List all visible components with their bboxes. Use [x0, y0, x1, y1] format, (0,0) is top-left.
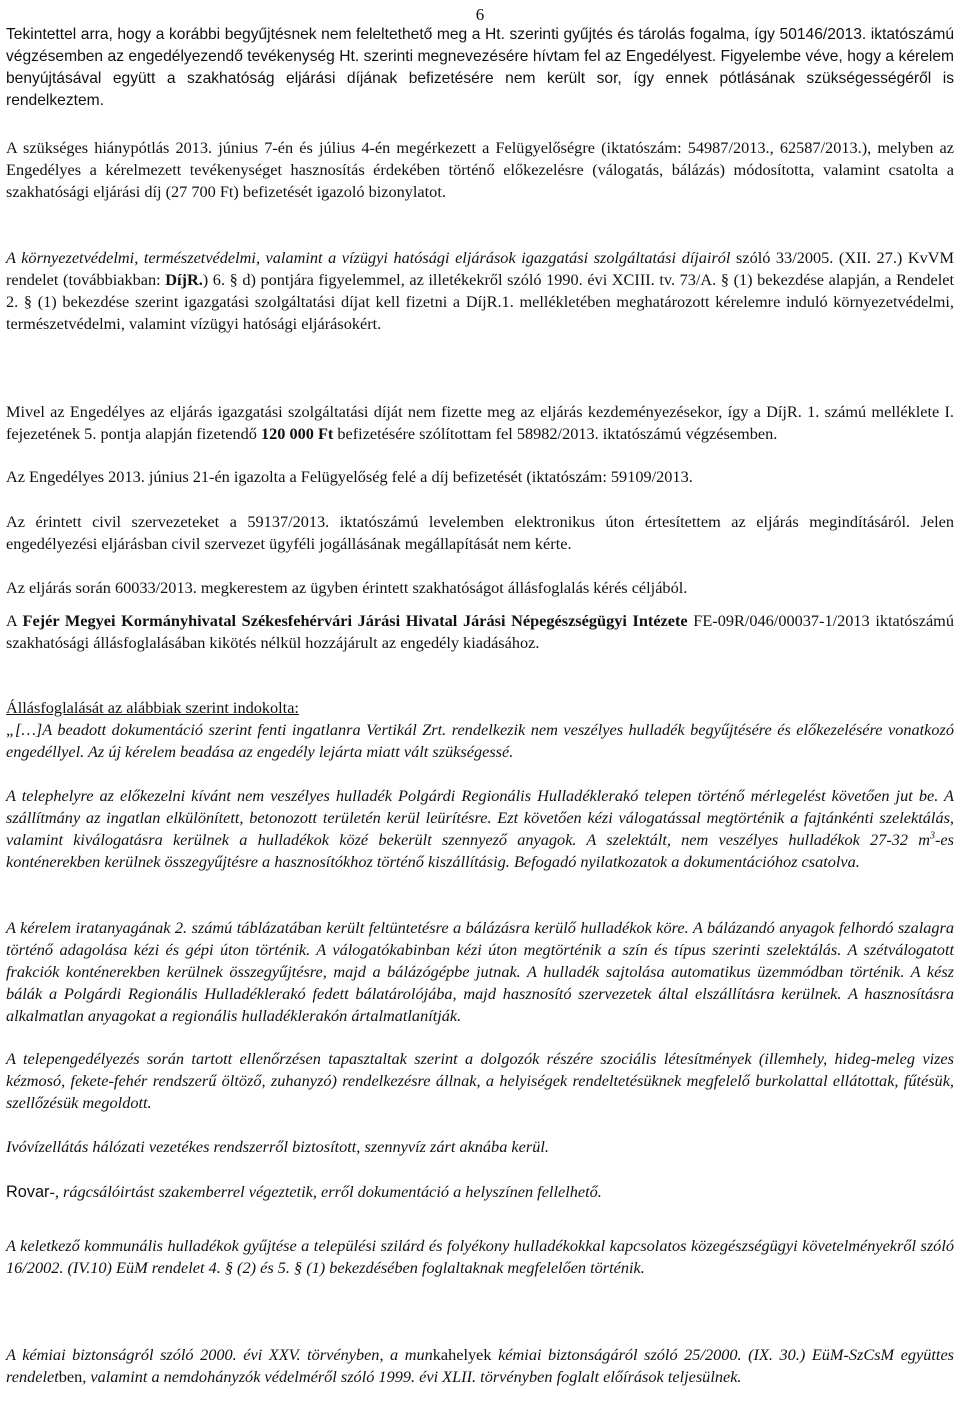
paragraph-dijrendelet [6, 247, 954, 335]
paragraph-indoklas-heading: Állásfoglalását az alábbiak szerint indokolta: [6, 698, 299, 717]
rendelet-suffix: ben [58, 1367, 83, 1386]
rendelet-title: A környezetvédelmi, természetvédelmi, valamint a vízügyi hatósági eljárások igazgatási szolgáltatási díjairól [6, 248, 731, 267]
dijr-abbrev: DíjR. [165, 270, 203, 289]
quote-szocialis: A telepengedélyezés során tartott ellenőrzésen tapasztaltak szerint a dolgozók részére szociális létesítmények (illemhely, hideg-meleg vizes kézmosó, fekete-fehér rendszerű öltöző, zuhanyzó) rendelkezésre állnak, a helyiségek rendeltetésüknek megfelelő burkolattal ellátottak, fűtésük, szellőzésük megoldott. [6, 1049, 954, 1112]
munkahelyek-word: kahelyek [432, 1345, 492, 1364]
rovarirtas-text: -, rágcsálóirtást szakemberrel végeztetik, erről dokumentáció a helyszínen fellelhető. [49, 1182, 602, 1201]
kemiai-text-mid: kémiai biztonságáról szóló 25/2000. (IX. 30.) EüM-SzCsM együttes rendelet [6, 1345, 955, 1386]
paragraph-civil: Az érintett civil szervezeteket a 59137/2013. iktatószámú levelemben elektronikus úton értesítettem az eljárás megindításáról. Jelen engedélyezési eljárásban civil szervezet ügyféli jogállásának megállapítását nem kérte. [6, 512, 954, 553]
paragraph-befizetes: Az Engedélyes 2013. június 21-én igazolta a Felügyelőség felé a díj befizetését (iktatószám: 59109/2013. [6, 467, 693, 486]
paragraph-fizetes [6, 401, 954, 445]
quote-kemiai [6, 1344, 954, 1388]
fizetes-text: Mivel az Engedélyes az eljárás igazgatási szolgáltatási díját nem fizette meg az eljárás kezdeményezésekor, így a DíjR. 1. számú melléklete I. fejezetének 5. pontja alapján fizetendő [6, 402, 954, 443]
paragraph-megkereses: Az eljárás során 60033/2013. megkerestem az ügyben érintett szakhatóságot állásfoglalás kérés céljából. [6, 578, 688, 597]
telephely-text-end: -es konténerekben kerülnek összegyűjtésre a hasznosítókhoz történő kiszállításig. Befogadó nyilatkozatok a dokumentációhoz csatolva. [6, 830, 954, 871]
paragraph-hianypotlas: A szükséges hiánypótlás 2013. június 7-én és július 4-én megérkezett a Felügyelőségre (iktatószám: 54987/2013., 62587/2013.), melyben az Engedélyes a kérelmezett tevékenységet hasznosítás érdekében történő előkezelésre (válogatás, bálázás) módosította, valamint csatolta a szakhatósági eljárási díj (27 700 Ft) befizetését igazoló bizonylatot. [6, 138, 954, 201]
quote-vertikal: „[…]A beadott dokumentáció szerint fenti ingatlanra Vertikál Zrt. rendelkezik nem veszélyes hulladék begyűjtésére és előkezelésére vonatkozó engedéllyel. Az új kérelem beadása az engedély lejárta miatt vált szükségessé. [6, 720, 954, 761]
quote-balazas: A kérelem iratanyagának 2. számú táblázatában került feltüntetésre a bálázásra kerülő hulladékok köre. A bálázandó anyagok felhordó szalagra történő adagolása kézi és gépi úton történik. A válogatókabinban kézi úton megtörténik a szín és típus szerinti szelektálás. A szétválogatott frakciók konténerekben kerülnek összegyűjtésre, majd a bálázógépbe jutnak. A hulladék sajtolása automatikus üzemmódban történik. A kész bálák a Polgárdi Regionális Hulladéklerakó fedett bálatárolójába, majd hasznosító szervezetek által elszállításra kerülnek. A hasznosításra alkalmatlan anyagokat a regionális hulladéklerakón ártalmatlanítják. [6, 918, 954, 1025]
paragraph-intro: Tekintettel arra, hogy a korábbi begyűjtésnek nem feleltethető meg a Ht. szerinti gyűjtés és tárolás fogalma, így 50146/2013. iktatószámú végzésemben az engedélyezendő tevékenység Ht. szerinti megnevezésére hívtam fel az Engedélyest. Figyelembe véve, hogy a kérelem benyújtásával együtt a szakhatóság eljárási díjának befizetésére nem került sor, így ennek pótlásának szükségességéről is rendelkeztem. [6, 26, 954, 109]
szakhatosag-name: Fejér Megyei Kormányhivatal Székesfehérvári Járási Hivatal Járási Népegészségügyi Intézete [22, 611, 688, 630]
quote-kommunalis: A keletkező kommunális hulladékok gyűjtése a települési szilárd és folyékony hulladékokkal kapcsolatos közegészségügyi követelményekről szóló 16/2002. (IV.10) EüM rendelet 4. § (2) és 5. § (1) bekezdésében foglaltaknak megfelelően történik. [6, 1236, 954, 1277]
rovar-word: Rovar [6, 1183, 50, 1201]
rendelet-ref: szóló 33/2005. (XII. 27.) KvVM rendelet (továbbiakban: [6, 248, 954, 289]
page-number: 6 [475, 5, 485, 24]
quote-rovarirtas [6, 1181, 954, 1203]
quote-ivoviz: Ivóvízellátás hálózati vezetékes rendszerről biztosított, szennyvíz zárt aknába kerül. [6, 1137, 549, 1156]
telephely-text: A telephelyre az előkezelni kívánt nem veszélyes hulladék Polgárdi Regionális Hulladéklerakó telepen történő mérlegelést követően jut be. A szállítmány az ingatlan elkülönített, betonozott területén kerül leürítésre. Ezt követően kézi válogatással megtörténik a fajtánkénti szelektálás, valamint kiválogatásra kerülnek a hulladékok közé bekerült szennyező anyagok. A szelektált, nem veszélyes hulladékok 27-32 m [6, 786, 954, 849]
paragraph-szakhatosag [6, 610, 954, 654]
kemiai-text-end: , valamint a nemdohányzók védelméről szóló 1999. évi XLII. törvényben foglalt előírások teljesülnek. [82, 1367, 742, 1386]
fizetes-text-end: befizetésére szólítottam fel 58982/2013. iktatószámú végzésemben. [333, 424, 778, 443]
cubic-superscript: 3 [930, 830, 936, 842]
rendelet-body: ) 6. § d) pontjára figyelemmel, az illetékekről szóló 1990. évi XCIII. tv. 73/A. § (1) bekezdése alapján, a Rendelet 2. § (1) bekezdése szerint igazgatási szolgáltatási díjat kell fizetni a DíjR.1. mellékletében meghatározott kérelemre induló környezetvédelmi, természetvédelmi, valamint vízügyi hatósági eljárásokért. [6, 270, 954, 333]
szakhatosag-prefix: A [6, 611, 23, 630]
quote-telephely [6, 785, 954, 873]
szakhatosag-text: FE-09R/046/00037-1/2013 iktatószámú szakhatósági állásfoglalásában kikötés nélkül hozzájárult az engedély kiadásához. [6, 611, 954, 652]
kemiai-text: A kémiai biztonságról szóló 2000. évi XXV. törvényben, a mun [6, 1345, 433, 1364]
fizetendo-osszeg: 120 000 Ft [260, 424, 334, 443]
